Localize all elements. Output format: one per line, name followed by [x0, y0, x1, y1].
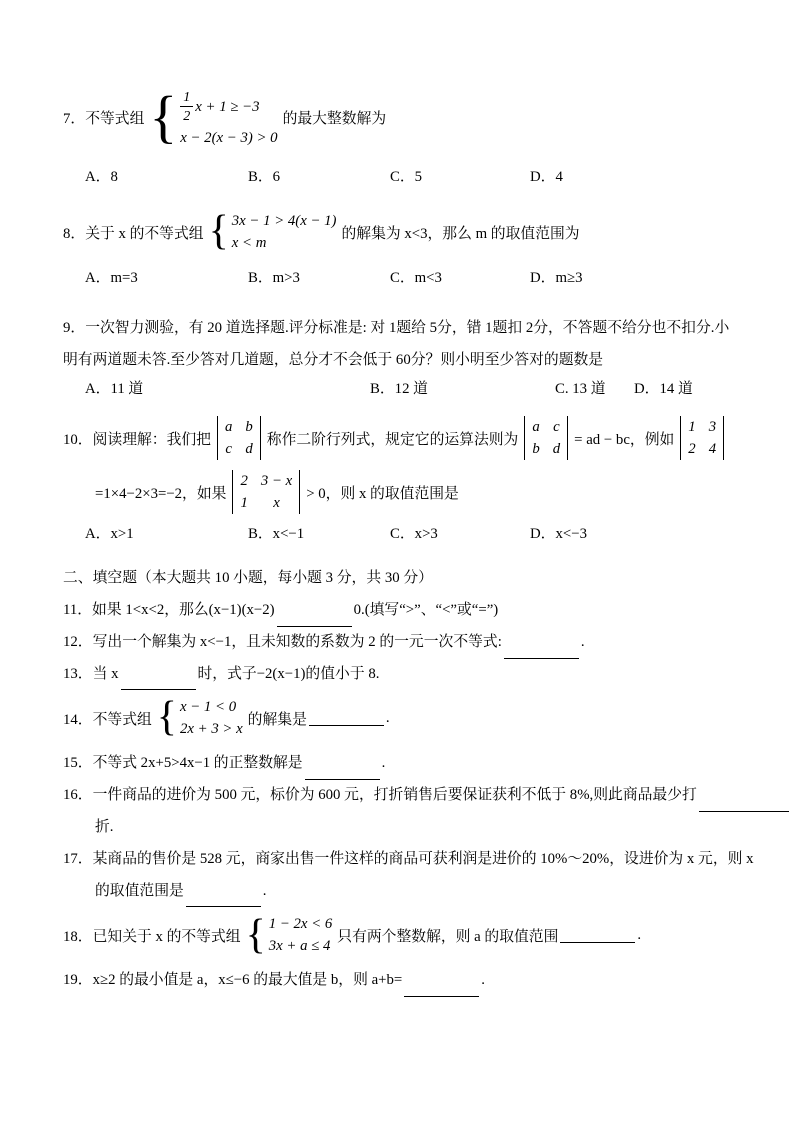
- question-17-line2: [63, 876, 736, 908]
- left-brace-icon: {: [245, 911, 266, 958]
- question-10-line2: [63, 470, 736, 514]
- q16-answer-blank: [699, 796, 789, 812]
- fraction-denominator: 2: [183, 108, 191, 125]
- q7-option-c: C．5: [390, 169, 423, 186]
- det-grid: [688, 418, 716, 458]
- q10-text-line2a: =1×4−2×3=−2，如果: [95, 485, 227, 502]
- det-grid: [225, 418, 253, 458]
- det-cell: 1: [688, 419, 696, 436]
- det-cell: 2: [240, 473, 248, 490]
- det-cell: 3: [708, 419, 717, 436]
- q19-text-pre: 19．x≥2 的最小值是 a，x≤−6 的最大值是 b，则 a+b=: [63, 972, 403, 989]
- q18-text-pre: 18．已知关于 x 的不等式组: [63, 928, 241, 945]
- question-14: [63, 694, 736, 741]
- section-2-title: 二、填空题（本大题共 10 小题，每小题 3 分，共 30 分）: [63, 570, 433, 587]
- q7-inequality-system: [149, 84, 278, 150]
- q12-text-pre: 12．写出一个解集为 x<−1，且未知数的系数为 2 的一元一次不等式:: [63, 633, 502, 650]
- q8-text-prefix: 8．关于 x 的不等式组: [63, 225, 204, 242]
- question-15: [63, 748, 736, 780]
- q8-option-b: B．m>3: [248, 270, 300, 287]
- q10-text-part1: 10．阅读理解：我们把: [63, 431, 211, 448]
- q10-option-c: C．x>3: [390, 526, 438, 542]
- question-17-line1: 17．某商品的售价是 528 元，商家出售一件这样的商品可获利润是进价的 10%～20%，设进价为 x 元，则 x: [63, 850, 754, 867]
- q10-text-part3: = ad − bc，例如: [574, 431, 675, 448]
- q9-option-d: D．14 道: [634, 380, 693, 397]
- det-cell: a: [532, 419, 540, 436]
- q18-system-lines: [269, 915, 333, 955]
- det-grid: [532, 418, 560, 458]
- left-brace-icon: {: [156, 694, 177, 741]
- q14-inequality-system: [156, 694, 243, 741]
- q10-text-line2b: > 0，则 x 的取值范围是: [306, 485, 459, 502]
- q19-text-post: .: [481, 972, 485, 989]
- question-16-line2: 折.: [95, 818, 114, 835]
- det-cell: 4: [708, 440, 717, 457]
- det-cell: b: [532, 440, 540, 457]
- q18-inequality-system: [245, 911, 333, 958]
- det-cell: c: [225, 440, 232, 457]
- det-grid: [240, 472, 292, 512]
- q8-system-line2: x < m: [231, 234, 267, 251]
- q15-answer-blank: [305, 765, 380, 781]
- q8-text-suffix: 的解集为 x<3，那么 m 的取值范围为: [341, 225, 580, 242]
- q8-options: [63, 266, 736, 291]
- q8-system-line1: 3x − 1 > 4(x − 1): [231, 213, 337, 230]
- determinant-example: [680, 416, 724, 460]
- q7-system-line2: x − 2(x − 3) > 0: [180, 129, 278, 146]
- question-10-line1: [63, 416, 736, 460]
- q14-system-line2: 2x + 3 > x: [179, 720, 243, 737]
- q8-inequality-system: [208, 208, 337, 255]
- q16-text-line1: 16．一件商品的进价为 500 元，标价为 600 元，打折销售后要保证获利不低于 8%,则此商品最少打: [63, 787, 697, 804]
- q7-option-d: D．4: [530, 169, 563, 186]
- det-cell: d: [552, 440, 561, 457]
- q10-option-d: D．x<−3: [530, 526, 587, 542]
- q8-option-d: D．m≥3: [530, 270, 583, 287]
- det-cell: b: [245, 419, 253, 436]
- q10-option-a: A．x>1: [85, 526, 134, 542]
- q9-option-c: C. 13 道: [555, 380, 606, 397]
- left-brace-icon: {: [208, 208, 229, 255]
- q14-system-line1: x − 1 < 0: [179, 699, 237, 716]
- question-7-stem: [63, 84, 736, 150]
- question-8-stem: [63, 208, 736, 255]
- q17-text-line2pre: 的取值范围是: [95, 882, 184, 899]
- q18-text-mid: 只有两个整数解，则 a 的取值范围: [337, 928, 559, 945]
- q10-text-part2: 称作二阶行列式，规定它的运算法则为: [266, 431, 519, 448]
- q11-text-pre: 11．如果 1<x<2，那么(x−1)(x−2): [63, 601, 275, 618]
- question-12: [63, 627, 736, 659]
- q13-text-post: 时，式子−2(x−1)的值小于 8.: [197, 665, 380, 682]
- question-11: [63, 595, 736, 627]
- q19-answer-blank: [404, 982, 479, 998]
- q9-option-a: A．11 道: [85, 380, 144, 397]
- question-9-line2: 明有两道题未答.至少答对几道题，总分才不会低于 60分？则小明至少答对的题数是: [63, 352, 604, 369]
- q7-text-suffix: 的最大整数解为: [282, 111, 387, 128]
- det-cell: a: [224, 419, 233, 436]
- q7-option-b: B．6: [248, 169, 281, 186]
- q13-text-pre: 13．当 x: [63, 665, 119, 682]
- q7-system-line1: [180, 88, 277, 126]
- question-16-line1: [63, 780, 736, 812]
- q8-system-lines: [232, 212, 337, 252]
- question-9-line1: 9．一次智力测验，有 20 道选择题.评分标准是: 对 1题给 5分，错 1题扣 2分，不答题不给分也不扣分.小: [63, 320, 730, 337]
- det-cell: c: [553, 419, 560, 436]
- q7-option-a: A．8: [85, 169, 118, 186]
- question-19: [63, 965, 736, 997]
- q12-text-post: .: [580, 633, 585, 650]
- q10-options: [63, 522, 736, 547]
- q15-text-post: .: [381, 755, 386, 772]
- q7-system-lines: [180, 88, 277, 147]
- det-cell: 1: [240, 494, 248, 511]
- q18-system-line1: 1 − 2x < 6: [268, 916, 333, 933]
- question-18: [63, 911, 736, 958]
- q14-text-mid: 的解集是: [247, 711, 307, 728]
- q18-answer-blank: [560, 928, 635, 944]
- q14-answer-blank: [309, 711, 384, 727]
- left-brace-icon: {: [149, 84, 178, 150]
- q9-options: [63, 377, 736, 402]
- q7-text-prefix: 7．不等式组: [63, 111, 145, 128]
- q11-text-post: 0.(填写“>”、“<”或“=”): [353, 601, 499, 618]
- q7-system-line1-expr: x + 1 ≥ −3: [195, 98, 260, 115]
- q18-system-line2: 3x + a ≤ 4: [268, 937, 331, 954]
- q18-text-post: .: [637, 926, 642, 943]
- question-13: [63, 659, 736, 691]
- q9-option-b: B．12 道: [370, 380, 428, 397]
- det-cell: d: [245, 440, 253, 457]
- fraction: [180, 88, 193, 126]
- determinant-rule: [524, 416, 568, 460]
- q17-text-line2post: .: [262, 882, 267, 899]
- det-cell: x: [273, 494, 280, 511]
- q14-text-post: .: [385, 709, 390, 726]
- fraction-numerator: 1: [180, 88, 193, 107]
- det-cell: 3 − x: [260, 473, 293, 490]
- det-cell: 2: [688, 440, 696, 457]
- q11-answer-blank: [277, 611, 352, 627]
- q12-answer-blank: [504, 643, 579, 659]
- q17-answer-blank: [186, 892, 261, 908]
- q15-text-pre: 15．不等式 2x+5>4x−1 的正整数解是: [63, 755, 303, 772]
- determinant-abcd: [217, 416, 261, 460]
- q13-answer-blank: [121, 675, 196, 691]
- q8-option-a: A．m=3: [85, 270, 138, 287]
- determinant-problem: [232, 470, 300, 514]
- q14-system-lines: [180, 698, 243, 738]
- q8-option-c: C．m<3: [390, 270, 442, 287]
- q10-option-b: B．x<−1: [248, 526, 305, 542]
- q7-options: [63, 165, 736, 190]
- q14-text-pre: 14．不等式组: [63, 711, 152, 728]
